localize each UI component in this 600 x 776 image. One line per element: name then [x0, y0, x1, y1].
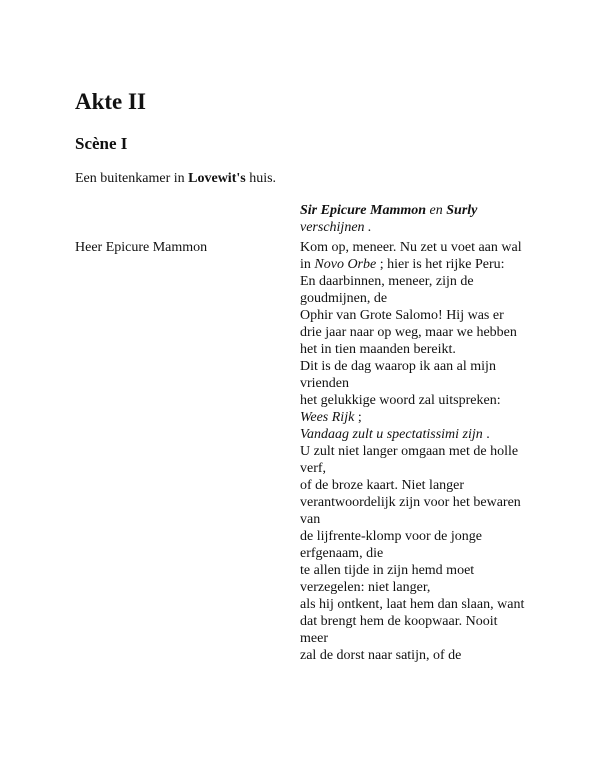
speech-line-part: ;	[354, 410, 362, 425]
speech-line: Ophir van Grote Salomo! Hij was er drie jaar naar op weg, maar we hebben het in tien maanden bereikt.	[300, 308, 517, 357]
setting-house-owner: Lovewit's	[188, 171, 246, 186]
speech-line: zal de dorst naar satijn, of de	[300, 648, 462, 663]
speech-line: U zult niet langer omgaan met de holle verf,	[300, 444, 519, 476]
speech-line: of de broze kaart. Niet langer verantwoordelijk zijn voor het bewaren van	[300, 478, 521, 527]
stage-conjunction: en	[426, 203, 447, 218]
speech-line: als hij ontkent, laat hem dan slaan, want	[300, 597, 525, 612]
speech-line	[300, 409, 528, 426]
speech-line: En daarbinnen, meneer, zijn de goudmijnen, de	[300, 274, 474, 306]
speech-line-part: in	[300, 257, 315, 272]
speech-line	[300, 426, 528, 443]
stage-direction	[300, 202, 525, 236]
scene-title: Scène I	[75, 134, 128, 153]
setting-text-before: Een buitenkamer in	[75, 171, 189, 186]
speech-line-part: ; hier is het rijke Peru:	[376, 257, 505, 272]
setting-text-after: huis.	[245, 171, 277, 186]
speech-line: Dit is de dag waarop ik aan al mijn vrienden	[300, 359, 496, 391]
speech-line-italic: Vandaag zult u spectatissimi zijn	[300, 427, 483, 442]
stage-character-1: Sir Epicure Mammon	[300, 203, 427, 218]
speech-line-italic: Wees Rijk	[300, 410, 355, 425]
speech-line: de lijfrente-klomp voor de jonge erfgenaam, die	[300, 529, 482, 561]
speech-line: dat brengt hem de koopwaar. Nooit meer	[300, 614, 498, 646]
scene-setting	[75, 170, 276, 187]
speech-line-part: .	[482, 427, 490, 442]
act-title: Akte II	[75, 89, 146, 114]
stage-character-2: Surly	[446, 203, 478, 218]
stage-action: verschijnen .	[300, 220, 372, 235]
speech-line	[300, 256, 528, 273]
speech-text	[300, 239, 528, 664]
speech-line-italic: Novo Orbe	[314, 257, 377, 272]
speech-line: het gelukkige woord zal uitspreken:	[300, 393, 501, 408]
speech-line: te allen tijde in zijn hemd moet verzegelen: niet langer,	[300, 563, 475, 595]
speech-line: Kom op, meneer. Nu zet u voet aan wal	[300, 240, 522, 255]
speaker-name: Heer Epicure Mammon	[75, 240, 208, 255]
